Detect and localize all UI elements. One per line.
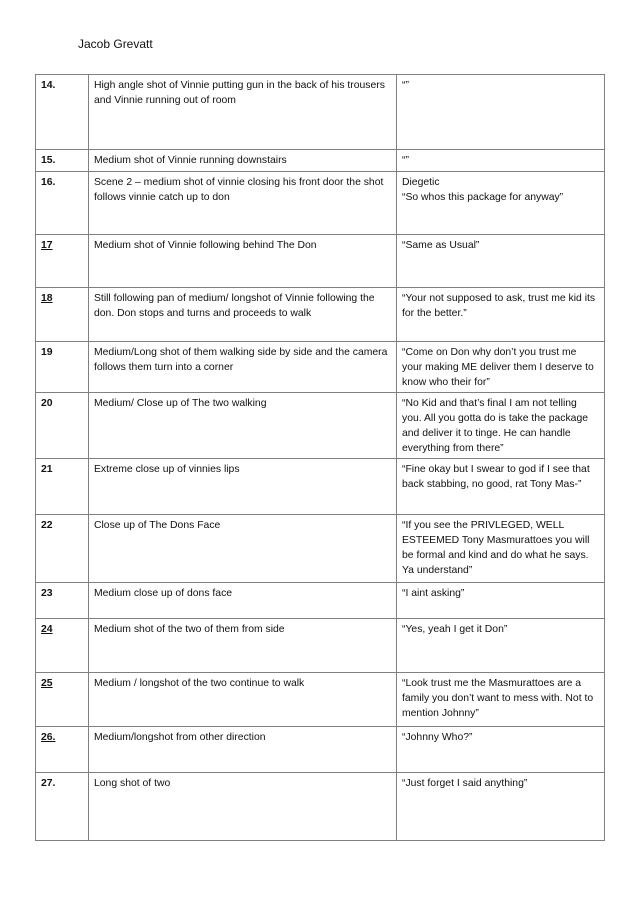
shot-description: Extreme close up of vinnies lips <box>89 459 397 515</box>
shot-description: Close up of The Dons Face <box>89 515 397 583</box>
table-row <box>36 773 605 841</box>
shot-number: 18 <box>41 293 53 304</box>
shot-number-cell <box>36 393 89 459</box>
shot-number: 27. <box>41 778 56 789</box>
shot-number-cell <box>36 773 89 841</box>
shot-description: Medium shot of Vinnie running downstairs <box>89 150 397 172</box>
shot-number: 19 <box>41 347 53 358</box>
table-row <box>36 727 605 773</box>
shot-dialogue-cell <box>397 773 605 841</box>
shot-number: 25 <box>41 678 53 689</box>
shot-number-cell <box>36 342 89 393</box>
shot-list-table <box>35 74 605 841</box>
shot-dialogue-cell <box>397 515 605 583</box>
shot-dialogue-cell <box>397 150 605 172</box>
shot-number-cell <box>36 515 89 583</box>
table-row <box>36 673 605 727</box>
dialogue-line: “Same as Usual” <box>402 240 480 251</box>
shot-number: 22 <box>41 520 53 531</box>
shot-dialogue-cell <box>397 342 605 393</box>
dialogue-line: Diegetic <box>402 177 440 188</box>
dialogue-line: “” <box>402 80 409 91</box>
shot-dialogue-cell <box>397 459 605 515</box>
shot-number: 15. <box>41 155 56 166</box>
dialogue-line: “I aint asking” <box>402 588 465 599</box>
dialogue-line: “Your not supposed to ask, trust me kid its for the better.” <box>402 293 596 319</box>
table-row <box>36 459 605 515</box>
shot-number-cell <box>36 619 89 673</box>
shot-description: Medium shot of the two of them from side <box>89 619 397 673</box>
shot-number: 23 <box>41 588 53 599</box>
shot-dialogue-cell <box>397 727 605 773</box>
shot-dialogue-cell <box>397 172 605 235</box>
shot-description: Medium / longshot of the two continue to walk <box>89 673 397 727</box>
table-row <box>36 393 605 459</box>
shot-description: Still following pan of medium/ longshot of Vinnie following the don. Don stops and turns and proceeds to walk <box>89 288 397 342</box>
shot-number-cell <box>36 288 89 342</box>
table-row <box>36 172 605 235</box>
shot-number: 16. <box>41 177 56 188</box>
shot-description: Medium/Long shot of them walking side by side and the camera follows them turn into a corner <box>89 342 397 393</box>
shot-description: Medium/ Close up of The two walking <box>89 393 397 459</box>
table-row <box>36 583 605 619</box>
shot-dialogue-cell <box>397 288 605 342</box>
shot-number-cell <box>36 459 89 515</box>
dialogue-line: “Fine okay but I swear to god if I see that back stabbing, no good, rat Tony Mas-” <box>402 464 590 490</box>
table-row <box>36 150 605 172</box>
shot-description: Medium/longshot from other direction <box>89 727 397 773</box>
shot-description: Scene 2 – medium shot of vinnie closing his front door the shot follows vinnie catch up to don <box>89 172 397 235</box>
shot-number-cell <box>36 583 89 619</box>
shot-dialogue-cell <box>397 583 605 619</box>
shot-description: Medium shot of Vinnie following behind The Don <box>89 235 397 288</box>
shot-dialogue-cell <box>397 235 605 288</box>
author-name: Jacob Grevatt <box>78 37 153 51</box>
shot-dialogue-cell <box>397 75 605 150</box>
table-row <box>36 288 605 342</box>
shot-number: 21 <box>41 464 53 475</box>
table-row <box>36 619 605 673</box>
table-row <box>36 342 605 393</box>
shot-description: High angle shot of Vinnie putting gun in the back of his trousers and Vinnie running out of room <box>89 75 397 150</box>
shot-number-cell <box>36 727 89 773</box>
shot-number-cell <box>36 235 89 288</box>
shot-number: 24 <box>41 624 53 635</box>
shot-dialogue-cell <box>397 619 605 673</box>
dialogue-line: “Just forget I said anything” <box>402 778 528 789</box>
dialogue-line: “Look trust me the Masmurattoes are a family you don’t want to mess with. Not to mention Johnny” <box>402 678 594 719</box>
shot-number: 20 <box>41 398 53 409</box>
shot-dialogue-cell <box>397 673 605 727</box>
shot-number-cell <box>36 150 89 172</box>
shot-number: 14. <box>41 80 56 91</box>
dialogue-line: “Yes, yeah I get it Don” <box>402 624 508 635</box>
shot-number-cell <box>36 673 89 727</box>
dialogue-line: “Johnny Who?” <box>402 732 473 743</box>
dialogue-line: “Come on Don why don’t you trust me your making ME deliver them I deserve to know who their for” <box>402 347 594 388</box>
table-row <box>36 235 605 288</box>
shot-number-cell <box>36 75 89 150</box>
dialogue-line: “” <box>402 155 409 166</box>
shot-dialogue-cell <box>397 393 605 459</box>
dialogue-line: “So whos this package for anyway” <box>402 192 564 203</box>
shot-description: Medium close up of dons face <box>89 583 397 619</box>
shot-number-cell <box>36 172 89 235</box>
shot-description: Long shot of two <box>89 773 397 841</box>
table-row <box>36 75 605 150</box>
dialogue-line: “No Kid and that’s final I am not telling you. All you gotta do is take the package and deliver it to tinge. He can handle everything from there” <box>402 398 589 454</box>
table-row <box>36 515 605 583</box>
shot-number: 26. <box>41 732 56 743</box>
shot-number: 17 <box>41 240 53 251</box>
dialogue-line: “If you see the PRIVLEGED, WELL ESTEEMED Tony Masmurattoes you will be formal and kind and do what he says. Ya understand” <box>402 520 590 576</box>
